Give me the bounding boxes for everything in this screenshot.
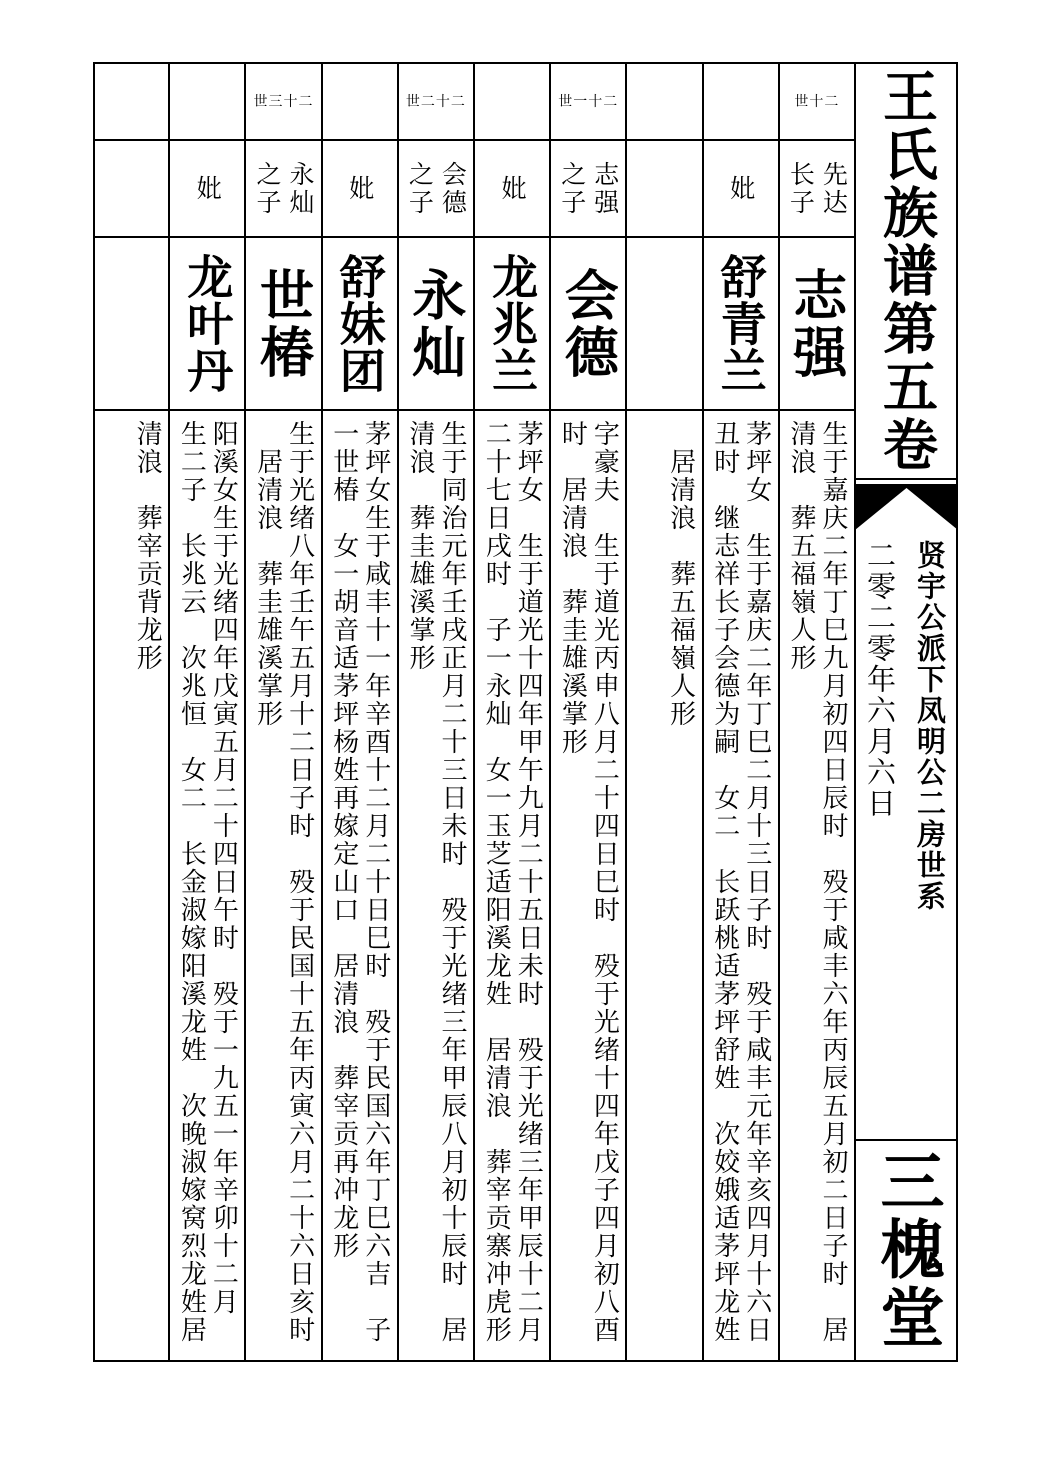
person-name-text: 龙兆兰 bbox=[485, 253, 540, 394]
biography-line: 茅坪女生于咸丰十一年辛酉十二月二十日巳时 殁于民国六年丁巳六吉 子 bbox=[360, 420, 391, 1344]
relation-line: 妣 bbox=[345, 174, 375, 203]
entry-column bbox=[169, 62, 245, 1362]
generation-label: 世二十二 bbox=[405, 94, 466, 110]
person-name-text: 舒妹团 bbox=[332, 253, 387, 394]
generation-label: 世十二 bbox=[794, 94, 840, 110]
person-name-text: 永灿 bbox=[403, 266, 468, 381]
fish-tail-mark bbox=[855, 476, 958, 532]
biography bbox=[779, 410, 855, 1362]
entry-column bbox=[703, 62, 779, 1362]
person-name bbox=[245, 237, 321, 410]
biography bbox=[703, 410, 779, 1362]
relation-note bbox=[779, 140, 855, 237]
biography-line: 二十七日戌时 子一永灿 女一玉芝适阳溪龙姓 居清浪 葬宰贡寨冲虎形 bbox=[481, 420, 512, 1344]
entry-column bbox=[322, 62, 398, 1362]
entry-column-continuation bbox=[93, 62, 169, 1362]
person-name-text: 志强 bbox=[784, 266, 849, 381]
relation-note bbox=[550, 140, 626, 237]
book-title-text: 王氏族谱第五卷 bbox=[874, 68, 939, 474]
biography bbox=[169, 410, 245, 1362]
person-name-text: 龙叶丹 bbox=[180, 253, 235, 394]
biography bbox=[474, 410, 550, 1362]
relation-line: 妣 bbox=[726, 174, 756, 203]
biography bbox=[398, 410, 474, 1362]
person-name bbox=[703, 237, 779, 410]
biography-line: 阳溪女生于光绪四年戊寅五月二十四日午时 殁于一九五一年辛卯十二月 bbox=[208, 420, 239, 1316]
hall-name-text: 三槐堂 bbox=[869, 1148, 945, 1352]
relation-line: 之子 bbox=[252, 160, 282, 217]
biography-line: 生二子 长兆云 次兆恒 女二 长金淑嫁阳溪龙姓 次晚淑嫁窝烈龙姓居 bbox=[176, 420, 207, 1344]
biography-line: 生于嘉庆二年丁巳九月初四日辰时 殁于咸丰六年丙辰五月初二日子时 居 bbox=[817, 420, 848, 1344]
relation-note bbox=[398, 140, 474, 237]
entry-column bbox=[398, 62, 474, 1362]
fish-tail-shape bbox=[855, 484, 958, 530]
biography-line: 生于光绪八年壬午五月十二日子时 殁于民国十五年丙寅六月二十六日亥时 bbox=[284, 420, 315, 1344]
title-column bbox=[855, 62, 958, 1362]
book-title bbox=[855, 68, 958, 478]
person-name bbox=[474, 237, 550, 410]
relation-note bbox=[322, 140, 398, 237]
biography-line: 居清浪 葬圭雄溪掌形 bbox=[252, 448, 283, 728]
relation-line: 先达 bbox=[819, 160, 849, 217]
lineage-subtitle: 贤宇公派下凤明公二房世系 bbox=[913, 540, 947, 912]
biography-line: 生于同治元年壬戌正月二十三日未时 殁于光绪三年甲辰八月初十辰时 居 bbox=[436, 420, 467, 1344]
relation-line: 长子 bbox=[786, 160, 816, 217]
relation-line: 妣 bbox=[193, 174, 223, 203]
biography-line: 清浪 葬圭雄溪掌形 bbox=[404, 420, 435, 672]
hall-name bbox=[855, 1148, 958, 1360]
person-name bbox=[169, 237, 245, 410]
relation-note bbox=[474, 140, 550, 237]
person-name bbox=[779, 237, 855, 410]
relation-note bbox=[169, 140, 245, 237]
relation-line: 志强 bbox=[590, 160, 620, 217]
person-name bbox=[398, 237, 474, 410]
biography-line: 居清浪 葬五福嶺人形 bbox=[665, 448, 696, 728]
hall-divider bbox=[855, 1139, 958, 1141]
generation-label: 世一十二 bbox=[558, 94, 619, 110]
relation-line: 妣 bbox=[498, 174, 528, 203]
relation-line: 会德 bbox=[438, 160, 468, 217]
biography-line: 时 居清浪 葬圭雄溪掌形 bbox=[557, 420, 588, 756]
entry-column bbox=[474, 62, 550, 1362]
biography-line: 丑时 继志祥长子会德为嗣 女二 长跃桃适茅坪舒姓 次姣娥适茅坪龙姓 bbox=[709, 420, 740, 1344]
person-name-text: 世椿 bbox=[251, 266, 316, 381]
biography-line: 一世椿 女一胡音适茅坪杨姓再嫁定山口 居清浪 葬宰贡再冲龙形 bbox=[328, 420, 359, 1260]
compile-date: 二零二零年六月六日 bbox=[863, 540, 897, 819]
biography bbox=[93, 410, 169, 1362]
generation-label: 世三十二 bbox=[253, 94, 314, 110]
entry-column bbox=[550, 62, 626, 1362]
entry-column-continuation bbox=[626, 62, 702, 1362]
biography-line: 字豪夫 生于道光丙申八月二十四日巳时 殁于光绪十四年戊子四月初八酉 bbox=[589, 420, 620, 1344]
entry-column bbox=[245, 62, 321, 1362]
relation-note bbox=[245, 140, 321, 237]
person-name-text: 舒青兰 bbox=[713, 253, 768, 394]
biography-line: 茅坪女 生于嘉庆二年丁巳二月十三日子时 殁于咸丰元年辛亥四月十六日 bbox=[741, 420, 772, 1344]
biography bbox=[322, 410, 398, 1362]
person-name bbox=[550, 237, 626, 410]
biography bbox=[626, 410, 702, 1362]
relation-line: 之子 bbox=[557, 160, 587, 217]
relation-line: 永灿 bbox=[285, 160, 315, 217]
biography-line: 清浪 葬宰贡背龙形 bbox=[132, 420, 163, 672]
relation-line: 之子 bbox=[405, 160, 435, 217]
person-name-text: 会德 bbox=[556, 266, 621, 381]
biography bbox=[550, 410, 626, 1362]
entry-column bbox=[779, 62, 855, 1362]
relation-note bbox=[703, 140, 779, 237]
biography-line: 茅坪女 生于道光十四年甲午九月二十五日未时 殁于光绪三年甲辰十二月 bbox=[513, 420, 544, 1344]
person-name bbox=[322, 237, 398, 410]
biography-line: 清浪 葬五福嶺人形 bbox=[785, 420, 816, 672]
biography bbox=[245, 410, 321, 1362]
